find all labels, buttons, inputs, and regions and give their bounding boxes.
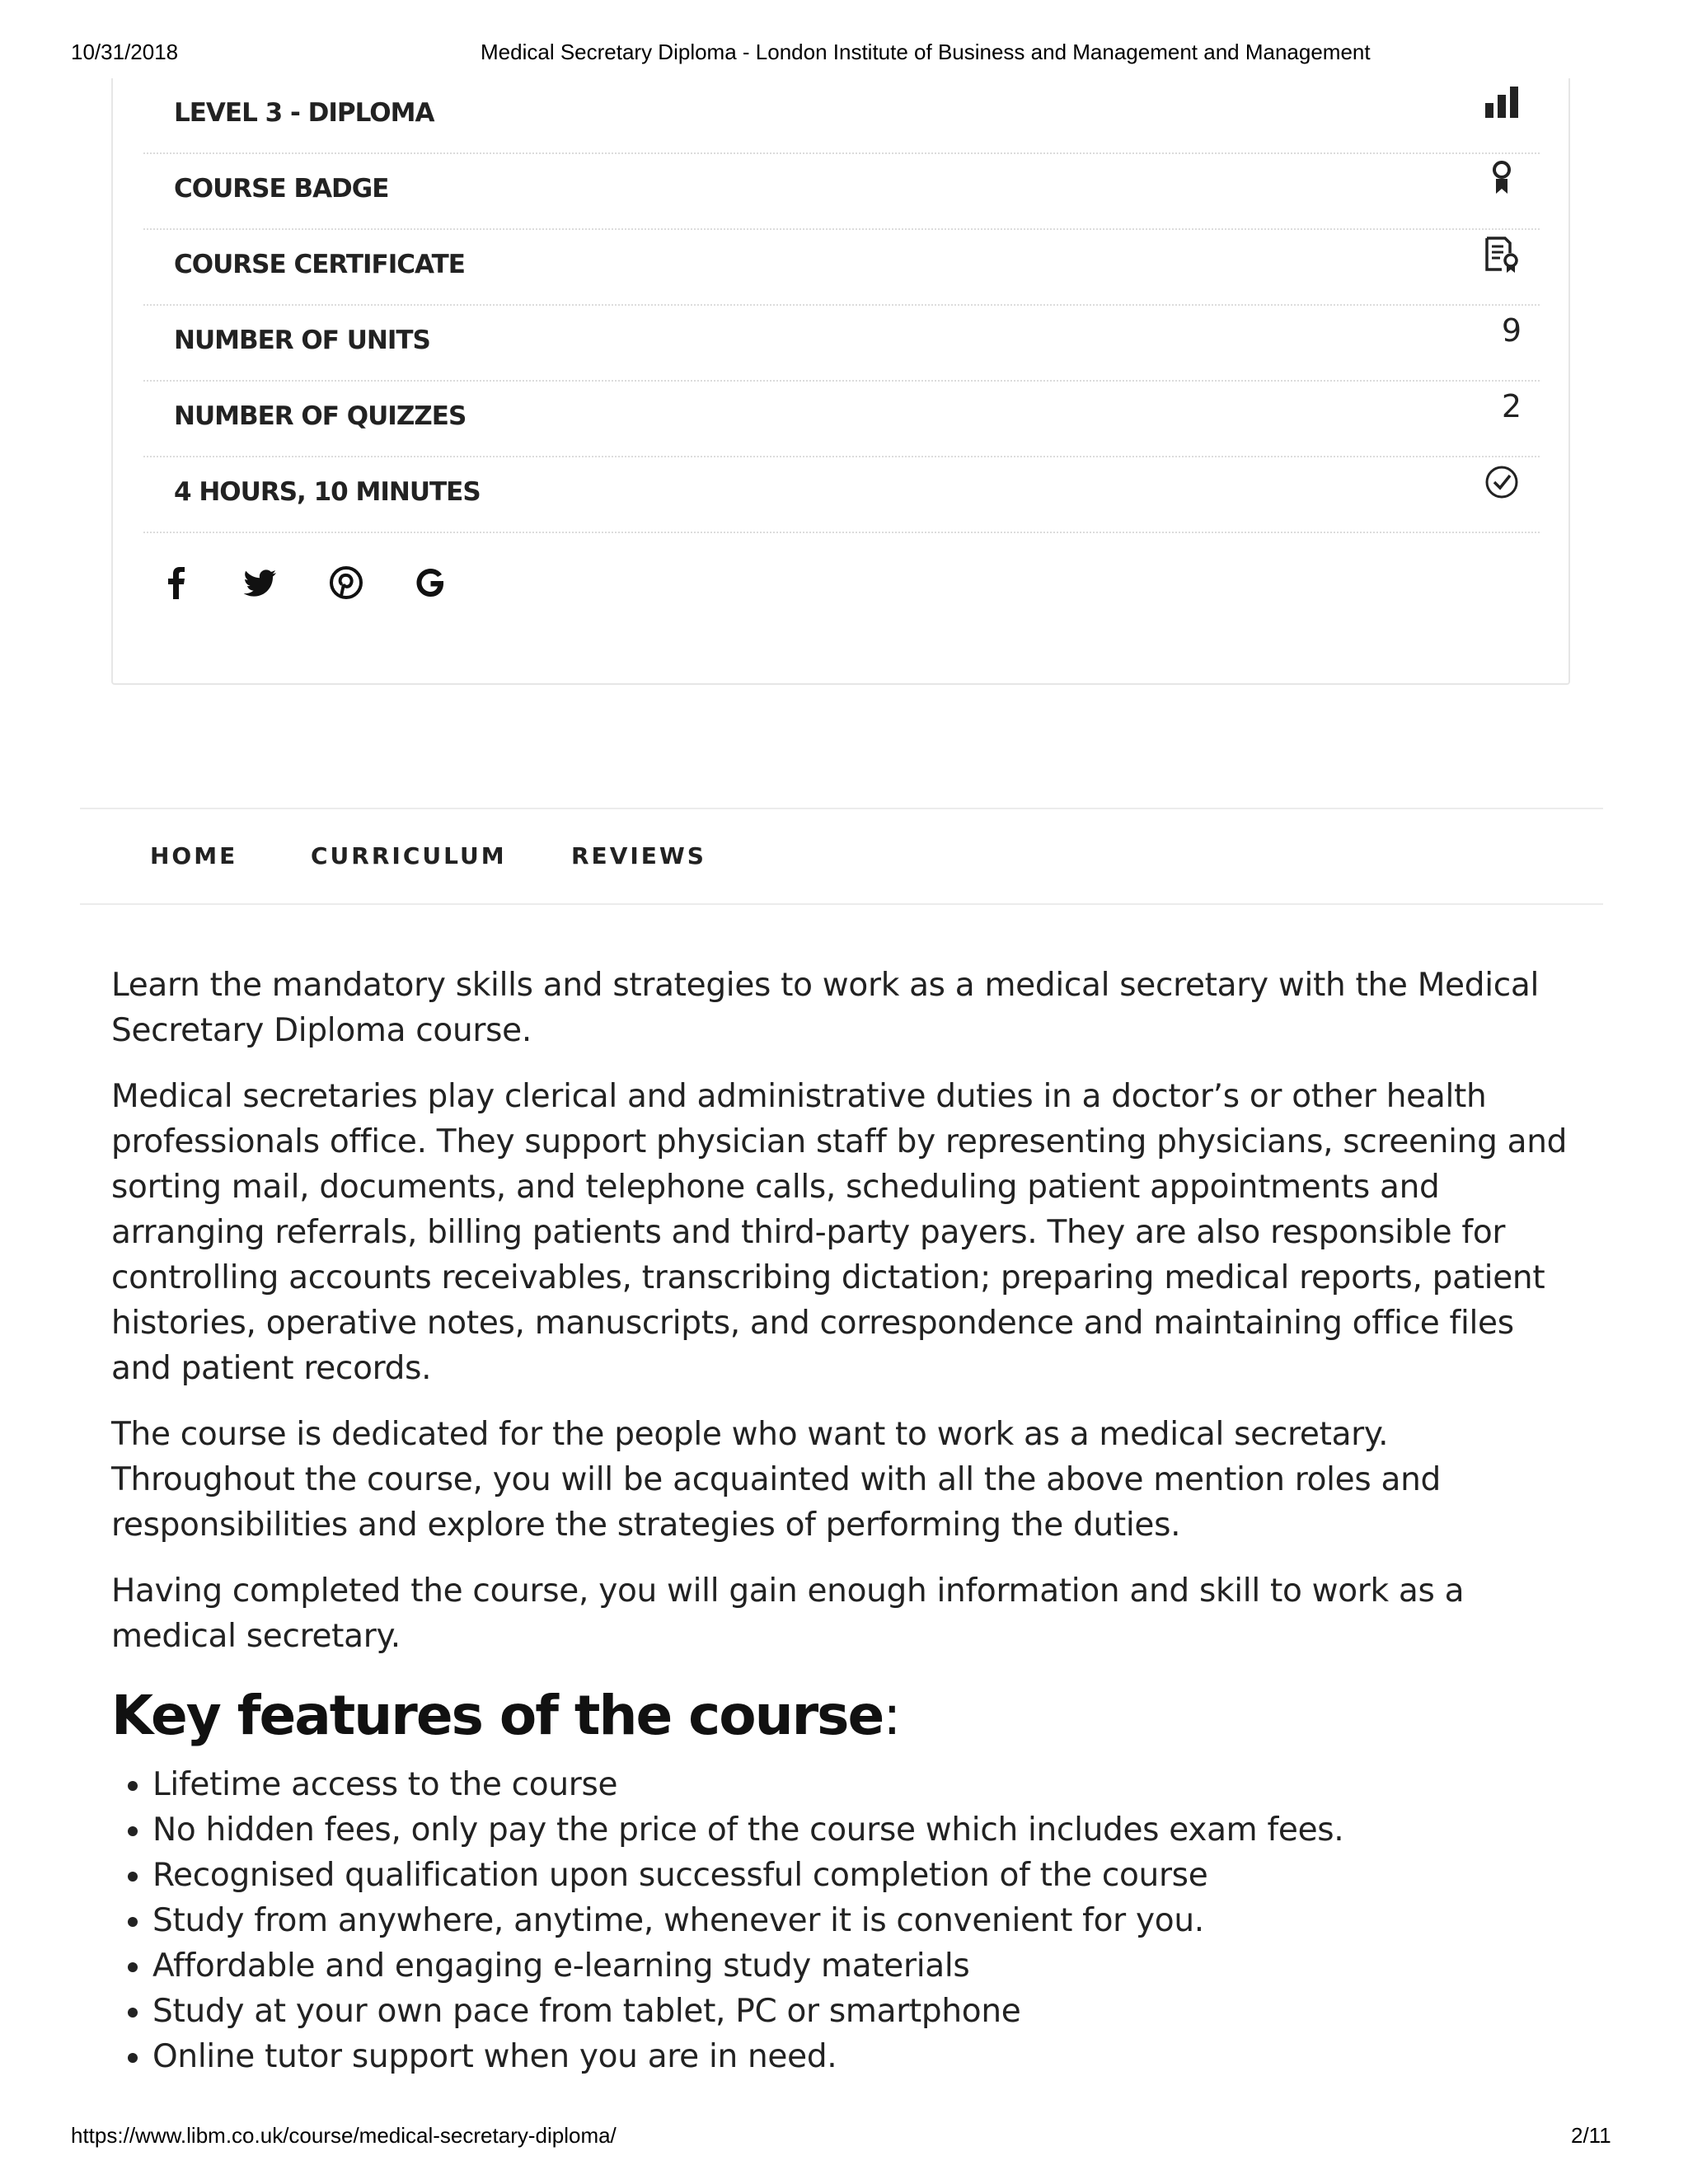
course-info-card [111,78,1570,685]
features-list [111,1762,1578,2079]
page-number: 2/11 [1571,2123,1611,2148]
list-item: • Affordable and engaging e-learning study materials [152,1943,1578,1989]
course-tabs [80,808,1603,905]
quizzes-label: NUMBER OF QUIZZES [174,401,467,431]
units-count: 9 [1501,312,1522,349]
print-page-title: Medical Secretary Diploma - London Institute of Business and Management and Management [481,40,1371,64]
course-description [111,963,1578,2079]
level-label: LEVEL 3 - DIPLOMA [174,98,434,128]
intro-paragraph: Learn the mandatory skills and strategies to work as a medical secretary with the Medical Secretary Diploma course. [111,967,1540,1049]
page-url[interactable]: https://www.libm.co.uk/course/medical-secretary-diploma/ [71,2123,617,2148]
twitter-icon[interactable] [243,565,279,601]
quizzes-count: 2 [1501,388,1522,424]
info-row-duration [143,457,1540,533]
info-row-units [143,306,1540,382]
duties-paragraph: Medical secretaries play clerical and administrative duties in a doctor’s or other health professionals office. They support physician staff by representing physicians, screening and sorting mail, documents, and telephone calls, scheduling patient appointments and arranging referrals, billing patients and third-party payers. They are also responsible for controlling accounts receivables, transcribing dictation; preparing medical reports, patient histories, operative notes, manuscripts, and correspondence and maintaining office files and patient records. [111,1078,1568,1387]
duration-label: 4 HOURS, 10 MINUTES [174,477,481,507]
clock-check-icon [1482,462,1522,502]
list-item: • Study at your own pace from tablet, PC or smartphone [152,1989,1578,2034]
pinterest-icon[interactable] [328,565,364,601]
list-item: • Lifetime access to the course [152,1762,1578,1807]
facebook-icon[interactable] [158,565,195,601]
info-row-badge [143,154,1540,230]
features-heading [111,1684,1578,1747]
outcome-paragraph: Having completed the course, you will gain enough information and skill to work as a medical secretary. [111,1572,1465,1655]
certificate-icon [1482,235,1522,274]
features-heading-colon: : [883,1684,900,1747]
features-heading-text: Key features of the course [111,1684,884,1747]
badge-icon [1482,159,1522,199]
list-item: • Online tutor support when you are in need. [152,2034,1578,2079]
list-item: • No hidden fees, only pay the price of the course which includes exam fees. [152,1807,1578,1853]
certificate-label: COURSE CERTIFICATE [174,250,465,279]
google-icon[interactable] [412,565,448,601]
list-item: • Recognised qualification upon successful completion of the course [152,1853,1578,1898]
tab-reviews[interactable]: REVIEWS [571,842,706,869]
info-row-quizzes [143,382,1540,457]
info-row-certificate [143,230,1540,306]
info-row-level [143,78,1540,154]
tab-home[interactable]: HOME [150,842,238,869]
bar-chart-icon [1482,83,1522,123]
units-label: NUMBER OF UNITS [174,326,430,355]
print-date: 10/31/2018 [71,40,179,64]
audience-paragraph: The course is dedicated for the people who want to work as a medical secretary. Throughout the course, you will be acquainted with all the above mention roles and responsibilities and explore the strategies of performing the duties. [111,1416,1441,1544]
badge-label: COURSE BADGE [174,174,389,204]
tab-curriculum[interactable]: CURRICULUM [311,842,507,869]
list-item: • Study from anywhere, anytime, whenever it is convenient for you. [152,1898,1578,1943]
